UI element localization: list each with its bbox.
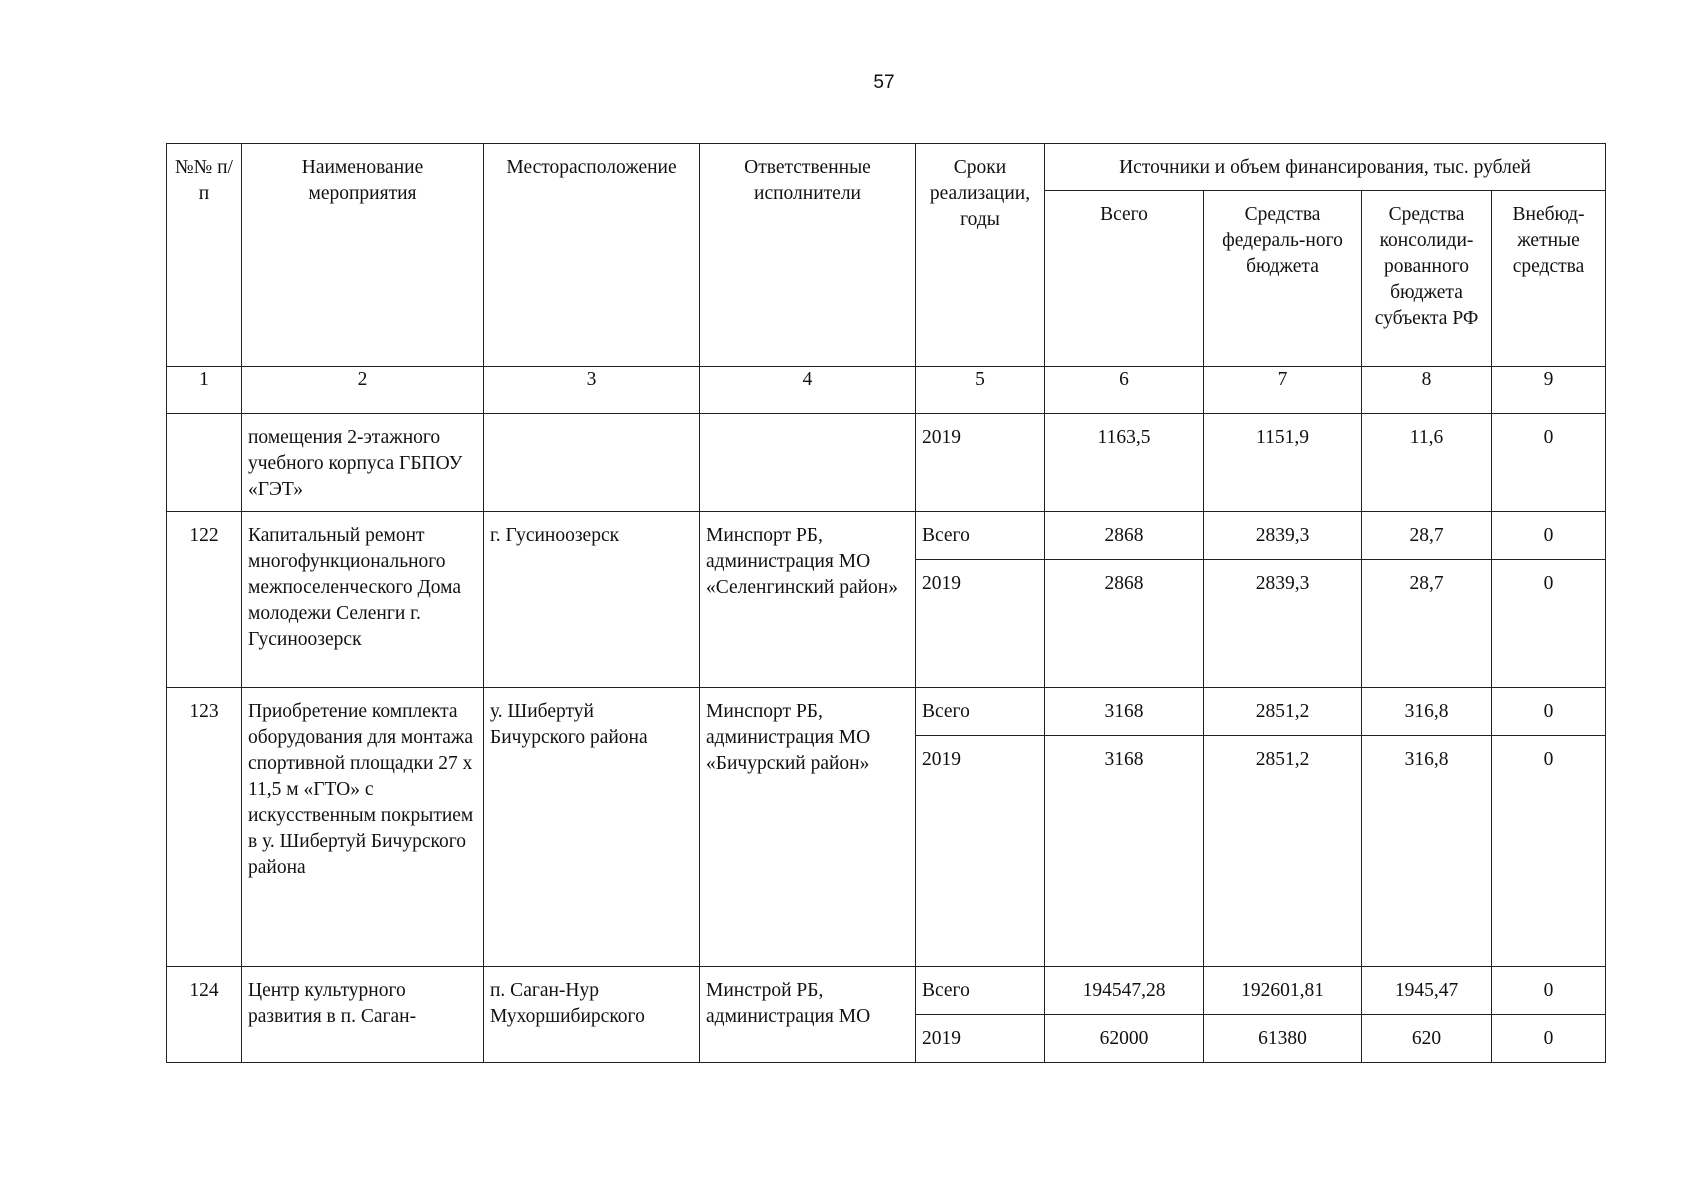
row-total: 62000 [1045,1015,1204,1063]
header-period: Сроки реализации, годы [916,144,1045,367]
table-row [167,967,1606,1015]
row-federal: 2839,3 [1204,560,1362,688]
row-name: Приобретение комплекта оборудования для монтажа спортивной площадки 27 х 11,5 м «ГТО» с искусственным покрытием в у. Шибертуй Бичурского района [242,688,484,967]
row-period: 2019 [916,736,1045,967]
row-regional: 28,7 [1362,512,1492,560]
row-extrabudget: 0 [1492,414,1606,512]
row-extrabudget: 0 [1492,736,1606,967]
header-number: №№ п/п [167,144,242,367]
row-federal: 61380 [1204,1015,1362,1063]
row-federal: 1151,9 [1204,414,1362,512]
header-location: Месторасположение [484,144,700,367]
row-location: у. Шибертуй Бичурского района [484,688,700,967]
row-name: Центр культурного развития в п. Саган- [242,967,484,1063]
row-name: Капитальный ремонт многофункционального межпоселенческого Дома молодежи Селенги г. Гусиноозерск [242,512,484,688]
header-row-1 [167,144,1606,191]
row-extrabudget: 0 [1492,688,1606,736]
header-executors: Ответственные исполнители [700,144,916,367]
column-number: 8 [1362,367,1492,414]
row-extrabudget: 0 [1492,560,1606,688]
row-period: 2019 [916,414,1045,512]
row-regional: 1945,47 [1362,967,1492,1015]
column-number: 6 [1045,367,1204,414]
row-federal: 2851,2 [1204,688,1362,736]
header-extrabudget: Внебюд-жетные средства [1492,191,1606,367]
row-extrabudget: 0 [1492,967,1606,1015]
column-number: 7 [1204,367,1362,414]
table-row [167,688,1606,736]
column-numbers-row [167,367,1606,414]
row-total: 3168 [1045,688,1204,736]
row-name: помещения 2-этажного учебного корпуса ГБПОУ «ГЭТ» [242,414,484,512]
header-regional: Средства консолиди-рованного бюджета субъекта РФ [1362,191,1492,367]
column-number: 5 [916,367,1045,414]
row-number: 124 [167,967,242,1063]
row-period: 2019 [916,1015,1045,1063]
header-total: Всего [1045,191,1204,367]
row-extrabudget: 0 [1492,1015,1606,1063]
row-regional: 316,8 [1362,736,1492,967]
financing-table [166,143,1606,1063]
column-number: 9 [1492,367,1606,414]
row-period: Всего [916,967,1045,1015]
table-row [167,414,1606,512]
row-executors [700,414,916,512]
page-number: 57 [873,72,895,93]
row-period: Всего [916,512,1045,560]
row-total: 3168 [1045,736,1204,967]
row-regional: 11,6 [1362,414,1492,512]
column-number: 4 [700,367,916,414]
header-financing-group: Источники и объем финансирования, тыс. рублей [1045,144,1606,191]
row-total: 2868 [1045,512,1204,560]
row-total: 1163,5 [1045,414,1204,512]
row-extrabudget: 0 [1492,512,1606,560]
header-federal: Средства федераль-ного бюджета [1204,191,1362,367]
row-period: 2019 [916,560,1045,688]
row-regional: 28,7 [1362,560,1492,688]
row-location: г. Гусиноозерск [484,512,700,688]
row-total: 2868 [1045,560,1204,688]
row-executors: Минстрой РБ, администрация МО [700,967,916,1063]
row-executors: Минспорт РБ, администрация МО «Селенгинский район» [700,512,916,688]
row-location [484,414,700,512]
column-number: 3 [484,367,700,414]
column-number: 2 [242,367,484,414]
row-regional: 316,8 [1362,688,1492,736]
row-period: Всего [916,688,1045,736]
row-federal: 2851,2 [1204,736,1362,967]
row-location: п. Саган-Нур Мухоршибирского [484,967,700,1063]
row-number: 122 [167,512,242,688]
row-total: 194547,28 [1045,967,1204,1015]
row-regional: 620 [1362,1015,1492,1063]
row-number [167,414,242,512]
row-number: 123 [167,688,242,967]
column-number: 1 [167,367,242,414]
row-executors: Минспорт РБ, администрация МО «Бичурский район» [700,688,916,967]
header-name: Наименование мероприятия [242,144,484,367]
row-federal: 192601,81 [1204,967,1362,1015]
row-federal: 2839,3 [1204,512,1362,560]
table-row [167,512,1606,560]
